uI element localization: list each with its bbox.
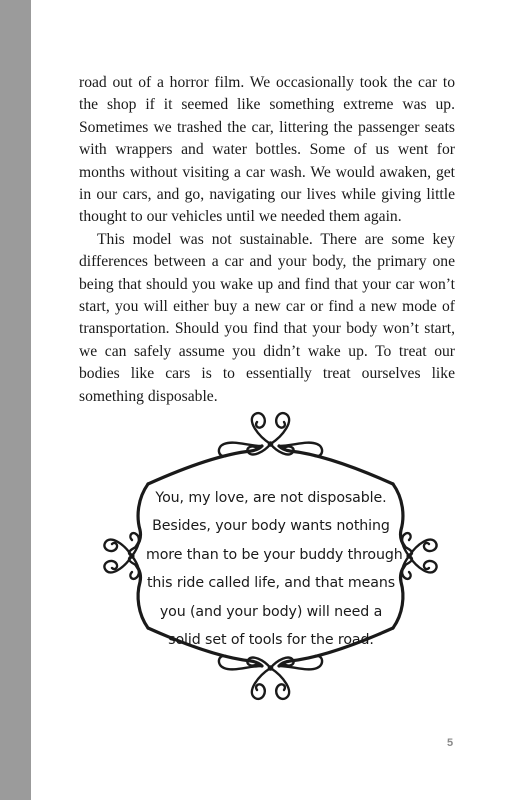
paragraph-2: This model was not sustainable. There are some key differences between a car and your body, the primary one being that should you wake up and find that your car won’t start, you will either buy a new car or find a new mode of transportation. Should you find that your body won’t start, we can safely assume you didn’t wake up. To treat our bodies like cars is to essentially treat ourselves like something disposable.	[79, 230, 455, 405]
frame-top-right-curve	[279, 446, 393, 484]
callout-line: this ride called life, and that means	[146, 575, 396, 592]
frame-top-left-curve	[148, 446, 262, 484]
right-flourish	[402, 533, 437, 579]
callout-line: you (and your body) will need a	[159, 603, 383, 620]
callout-quote	[146, 484, 403, 654]
callout-line: Besides, your body wants nothing	[152, 518, 390, 535]
bottom-flourish	[219, 656, 322, 699]
body-text	[79, 72, 455, 408]
callout-line: more than to be your buddy through	[146, 546, 403, 563]
paragraph-1: road out of a horror film. We occasionally took the car to the shop if it seemed like something extreme was up. Sometimes we trashed the car, littering the passenger seats with wrappers and water bottles. Some of us went for months without visiting a car wash. We would awaken, get in our cars, and go, navigating our lives while giving little thought to our vehicles until we needed them again.	[79, 74, 455, 226]
callout-line: solid set of tools for the road.	[168, 632, 374, 649]
top-flourish	[219, 413, 322, 456]
left-flourish	[104, 533, 139, 579]
page-gutter	[0, 0, 31, 800]
callout-line: You, my love, are not disposable.	[155, 490, 387, 506]
page-number: 5	[447, 737, 454, 749]
